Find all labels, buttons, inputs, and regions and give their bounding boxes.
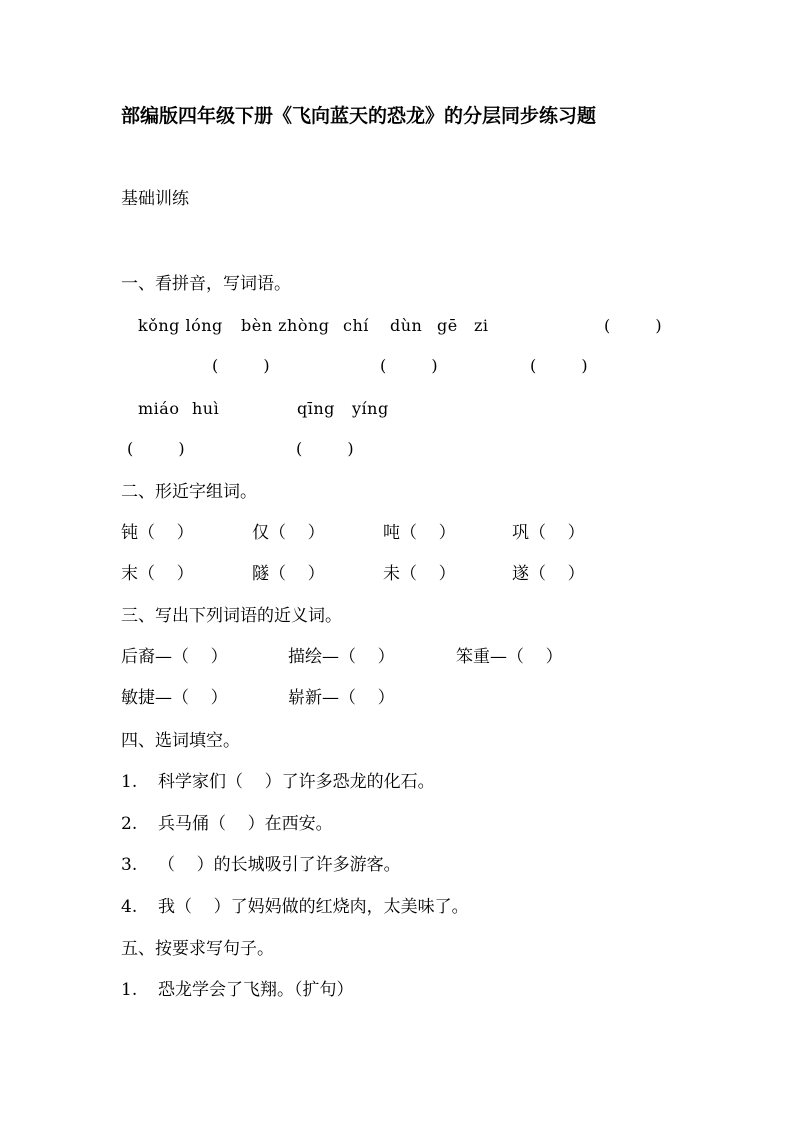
word-pair[interactable]: 遂（ ） (512, 564, 585, 584)
pinyin-hui: huì (192, 399, 220, 418)
q1-heading: 一、看拼音，写词语。 (121, 274, 291, 294)
synonym-item[interactable]: 崭新—（ ） (288, 688, 395, 708)
synonym-item[interactable]: 笨重—（ ） (456, 647, 563, 667)
q5-heading: 五、按要求写句子。 (121, 939, 274, 959)
answer-blank[interactable]: ( ) (380, 356, 439, 375)
pinyin-ying: yíng (352, 399, 389, 418)
page-title: 部编版四年级下册《飞向蓝天的恐龙》的分层同步练习题 (121, 105, 597, 127)
pinyin-konglong: kǒng lóng (138, 316, 223, 335)
rewrite-sentence[interactable]: 恐龙学会了飞翔。（扩句） (158, 980, 354, 1000)
pinyin-benzhong: bèn zhòng (241, 316, 330, 335)
item-number: 1. (121, 980, 138, 1000)
section-label: 基础训练 (121, 189, 189, 209)
item-number: 1. (121, 772, 138, 792)
synonym-item[interactable]: 描绘—（ ） (288, 647, 395, 667)
answer-blank[interactable]: ( ) (212, 356, 271, 375)
word-pair[interactable]: 钝（ ） (121, 523, 194, 543)
pinyin-zi: zi (474, 316, 489, 335)
word-pair[interactable]: 隧（ ） (252, 564, 325, 584)
answer-blank[interactable]: ( ) (296, 439, 355, 458)
synonym-item[interactable]: 敏捷—（ ） (121, 688, 228, 708)
pinyin-miao: miáo (138, 399, 180, 418)
item-number: 4. (121, 897, 138, 917)
word-pair[interactable]: 吨（ ） (383, 523, 456, 543)
pinyin-chi: chí (343, 316, 369, 335)
pinyin-qing: qīng (297, 399, 335, 418)
item-number: 3. (121, 855, 138, 875)
synonym-item[interactable]: 后裔—（ ） (121, 647, 228, 667)
answer-blank[interactable]: ( ) (127, 439, 186, 458)
pinyin-ge: gē (437, 316, 458, 335)
word-pair[interactable]: 未（ ） (383, 564, 456, 584)
fill-sentence[interactable]: 兵马俑（ ）在西安。 (158, 814, 333, 834)
q2-heading: 二、形近字组词。 (121, 482, 257, 502)
item-number: 2. (121, 814, 138, 834)
word-pair[interactable]: 仅（ ） (252, 523, 325, 543)
word-pair[interactable]: 末（ ） (121, 564, 194, 584)
word-pair[interactable]: 巩（ ） (512, 523, 585, 543)
q4-heading: 四、选词填空。 (121, 731, 240, 751)
q3-heading: 三、写出下列词语的近义词。 (121, 606, 342, 626)
fill-sentence[interactable]: （ ）的长城吸引了许多游客。 (158, 855, 401, 875)
fill-sentence[interactable]: 我（ ）了妈妈做的红烧肉，太美味了。 (158, 897, 469, 917)
pinyin-dun: dùn (390, 316, 423, 335)
answer-blank[interactable]: ( ) (530, 356, 589, 375)
fill-sentence[interactable]: 科学家们（ ）了许多恐龙的化石。 (158, 772, 435, 792)
answer-blank[interactable]: ( ) (604, 316, 663, 335)
